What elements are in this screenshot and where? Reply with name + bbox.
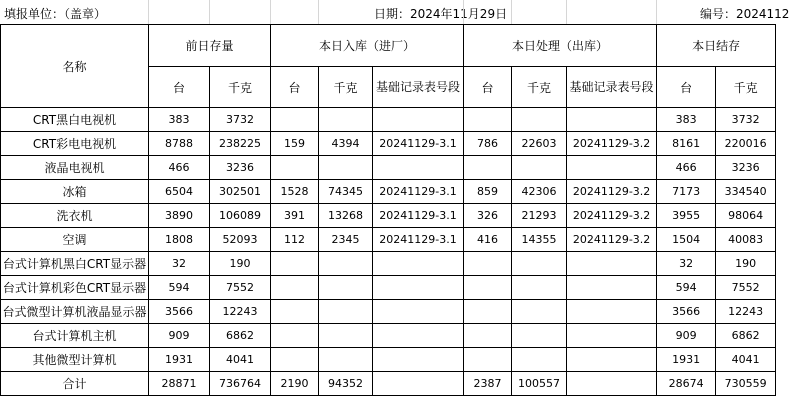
in-tai-cell: 112	[271, 228, 319, 252]
prev-kg-cell: 3732	[210, 108, 271, 132]
unit-tai-header: 台	[464, 67, 512, 108]
table-row	[1, 228, 776, 252]
prev-kg-cell: 6862	[210, 324, 271, 348]
out-record-cell: 20241129-3.2	[567, 204, 657, 228]
out-tai-cell	[464, 108, 512, 132]
end-tai-cell: 3566	[657, 300, 716, 324]
in-record-cell: 20241129-3.1	[373, 228, 464, 252]
group-prev-header: 前日存量	[149, 25, 271, 67]
item-name: CRT黑白电视机	[1, 108, 149, 132]
total-row	[1, 372, 776, 396]
prev-kg-cell: 7552	[210, 276, 271, 300]
prev-tai-cell: 909	[149, 324, 210, 348]
table-row	[1, 132, 776, 156]
filler-label: 填报单位：（盖章）	[4, 7, 107, 21]
prev-kg-cell: 3236	[210, 156, 271, 180]
prev-tai-cell: 383	[149, 108, 210, 132]
prev-tai-cell: 3890	[149, 204, 210, 228]
table-row	[1, 108, 776, 132]
col-name-header: 名称	[1, 25, 149, 108]
in-record-cell	[373, 156, 464, 180]
end-kg-cell: 334540	[716, 180, 776, 204]
out-record-cell: 20241129-3.2	[567, 228, 657, 252]
unit-tai-header: 台	[271, 67, 319, 108]
table-row	[1, 324, 776, 348]
prev-kg-cell: 52093	[210, 228, 271, 252]
out-kg-cell: 100557	[512, 372, 567, 396]
table-row	[1, 276, 776, 300]
report-header	[0, 0, 789, 25]
out-tai-cell	[464, 252, 512, 276]
out-kg-cell: 42306	[512, 180, 567, 204]
out-kg-cell	[512, 156, 567, 180]
end-tai-cell: 8161	[657, 132, 716, 156]
prev-tai-cell: 3566	[149, 300, 210, 324]
out-tai-cell	[464, 300, 512, 324]
in-kg-cell: 13268	[319, 204, 373, 228]
in-record-cell: 20241129-3.1	[373, 180, 464, 204]
in-kg-cell: 94352	[319, 372, 373, 396]
out-tai-cell	[464, 348, 512, 372]
in-record-cell: 20241129-3.1	[373, 204, 464, 228]
in-tai-cell	[271, 156, 319, 180]
out-kg-cell	[512, 276, 567, 300]
table-row	[1, 180, 776, 204]
out-tai-cell: 859	[464, 180, 512, 204]
end-kg-cell: 3732	[716, 108, 776, 132]
end-tai-cell: 909	[657, 324, 716, 348]
prev-kg-cell: 190	[210, 252, 271, 276]
end-tai-cell: 32	[657, 252, 716, 276]
in-kg-cell: 74345	[319, 180, 373, 204]
out-record-cell	[567, 276, 657, 300]
out-record-cell	[567, 348, 657, 372]
prev-tai-cell: 466	[149, 156, 210, 180]
end-tai-cell: 3955	[657, 204, 716, 228]
end-tai-cell: 1931	[657, 348, 716, 372]
item-name: 其他微型计算机	[1, 348, 149, 372]
in-tai-cell	[271, 276, 319, 300]
table-row	[1, 204, 776, 228]
out-tai-cell: 786	[464, 132, 512, 156]
in-tai-cell	[271, 252, 319, 276]
in-kg-cell: 4394	[319, 132, 373, 156]
out-record-cell	[567, 108, 657, 132]
end-kg-cell: 730559	[716, 372, 776, 396]
end-kg-cell: 3236	[716, 156, 776, 180]
in-kg-cell	[319, 252, 373, 276]
end-kg-cell: 7552	[716, 276, 776, 300]
grid-line	[148, 0, 149, 24]
out-tai-cell	[464, 276, 512, 300]
in-tai-cell: 159	[271, 132, 319, 156]
unit-tai-header: 台	[657, 67, 716, 108]
end-tai-cell: 594	[657, 276, 716, 300]
in-kg-cell	[319, 108, 373, 132]
table-row	[1, 348, 776, 372]
group-in-header: 本日入库（进厂）	[271, 25, 464, 67]
grid-line	[209, 0, 210, 24]
item-name: 台式微型计算机液晶显示器	[1, 300, 149, 324]
item-name: CRT彩电电视机	[1, 132, 149, 156]
unit-tai-header: 台	[149, 67, 210, 108]
item-name: 冰箱	[1, 180, 149, 204]
end-tai-cell: 7173	[657, 180, 716, 204]
prev-tai-cell: 8788	[149, 132, 210, 156]
inventory-table	[0, 24, 776, 396]
prev-kg-cell: 106089	[210, 204, 271, 228]
item-name: 台式计算机彩色CRT显示器	[1, 276, 149, 300]
table-row	[1, 300, 776, 324]
prev-kg-cell: 238225	[210, 132, 271, 156]
item-name: 液晶电视机	[1, 156, 149, 180]
in-kg-cell	[319, 276, 373, 300]
in-record-cell	[373, 348, 464, 372]
in-record-cell	[373, 300, 464, 324]
out-record-cell	[567, 252, 657, 276]
group-end-header: 本日结存	[657, 25, 776, 67]
table-row	[1, 156, 776, 180]
out-record-cell	[567, 156, 657, 180]
unit-kg-header: 千克	[210, 67, 271, 108]
out-record-cell: 20241129-3.2	[567, 132, 657, 156]
in-tai-cell: 2190	[271, 372, 319, 396]
out-tai-cell	[464, 156, 512, 180]
in-tai-cell	[271, 108, 319, 132]
record-range-header: 基础记录表号段	[567, 67, 657, 108]
in-tai-cell: 391	[271, 204, 319, 228]
in-record-cell	[373, 276, 464, 300]
serial-label: 编号：2024112	[700, 7, 789, 21]
prev-tai-cell: 32	[149, 252, 210, 276]
in-kg-cell	[319, 300, 373, 324]
out-tai-cell: 326	[464, 204, 512, 228]
in-tai-cell: 1528	[271, 180, 319, 204]
prev-tai-cell: 6504	[149, 180, 210, 204]
prev-kg-cell: 12243	[210, 300, 271, 324]
end-kg-cell: 6862	[716, 324, 776, 348]
out-record-cell	[567, 324, 657, 348]
in-record-cell	[373, 372, 464, 396]
end-tai-cell: 28674	[657, 372, 716, 396]
out-tai-cell	[464, 324, 512, 348]
out-kg-cell: 22603	[512, 132, 567, 156]
in-tai-cell	[271, 324, 319, 348]
end-kg-cell: 12243	[716, 300, 776, 324]
in-record-cell	[373, 108, 464, 132]
prev-tai-cell: 594	[149, 276, 210, 300]
grid-line	[463, 0, 464, 24]
end-tai-cell: 383	[657, 108, 716, 132]
in-kg-cell: 2345	[319, 228, 373, 252]
in-kg-cell	[319, 348, 373, 372]
out-kg-cell	[512, 252, 567, 276]
end-tai-cell: 466	[657, 156, 716, 180]
out-record-cell: 20241129-3.2	[567, 180, 657, 204]
prev-tai-cell: 28871	[149, 372, 210, 396]
in-record-cell	[373, 324, 464, 348]
date-label: 日期：2024年11月29日	[374, 7, 508, 21]
out-kg-cell	[512, 300, 567, 324]
grid-line	[566, 0, 567, 24]
prev-kg-cell: 736764	[210, 372, 271, 396]
record-range-header: 基础记录表号段	[373, 67, 464, 108]
out-kg-cell: 21293	[512, 204, 567, 228]
end-kg-cell: 190	[716, 252, 776, 276]
grid-line	[270, 0, 271, 24]
grid-line	[511, 0, 512, 24]
item-name: 台式计算机主机	[1, 324, 149, 348]
grid-line	[318, 0, 319, 24]
unit-kg-header: 千克	[512, 67, 567, 108]
item-name: 洗衣机	[1, 204, 149, 228]
item-name: 台式计算机黑白CRT显示器	[1, 252, 149, 276]
prev-kg-cell: 302501	[210, 180, 271, 204]
out-record-cell	[567, 372, 657, 396]
header-row-groups	[1, 25, 776, 67]
end-kg-cell: 98064	[716, 204, 776, 228]
total-label: 合计	[1, 372, 149, 396]
out-record-cell	[567, 300, 657, 324]
in-record-cell: 20241129-3.1	[373, 132, 464, 156]
in-record-cell	[373, 252, 464, 276]
out-kg-cell: 14355	[512, 228, 567, 252]
in-kg-cell	[319, 324, 373, 348]
item-name: 空调	[1, 228, 149, 252]
prev-tai-cell: 1808	[149, 228, 210, 252]
end-tai-cell: 1504	[657, 228, 716, 252]
in-tai-cell	[271, 300, 319, 324]
in-kg-cell	[319, 156, 373, 180]
table-row	[1, 252, 776, 276]
unit-kg-header: 千克	[716, 67, 776, 108]
in-tai-cell	[271, 348, 319, 372]
out-tai-cell: 2387	[464, 372, 512, 396]
out-kg-cell	[512, 324, 567, 348]
out-kg-cell	[512, 348, 567, 372]
end-kg-cell: 40083	[716, 228, 776, 252]
out-kg-cell	[512, 108, 567, 132]
end-kg-cell: 4041	[716, 348, 776, 372]
prev-tai-cell: 1931	[149, 348, 210, 372]
grid-line	[656, 0, 657, 24]
unit-kg-header: 千克	[319, 67, 373, 108]
out-tai-cell: 416	[464, 228, 512, 252]
end-kg-cell: 220016	[716, 132, 776, 156]
group-out-header: 本日处理（出库）	[464, 25, 657, 67]
prev-kg-cell: 4041	[210, 348, 271, 372]
